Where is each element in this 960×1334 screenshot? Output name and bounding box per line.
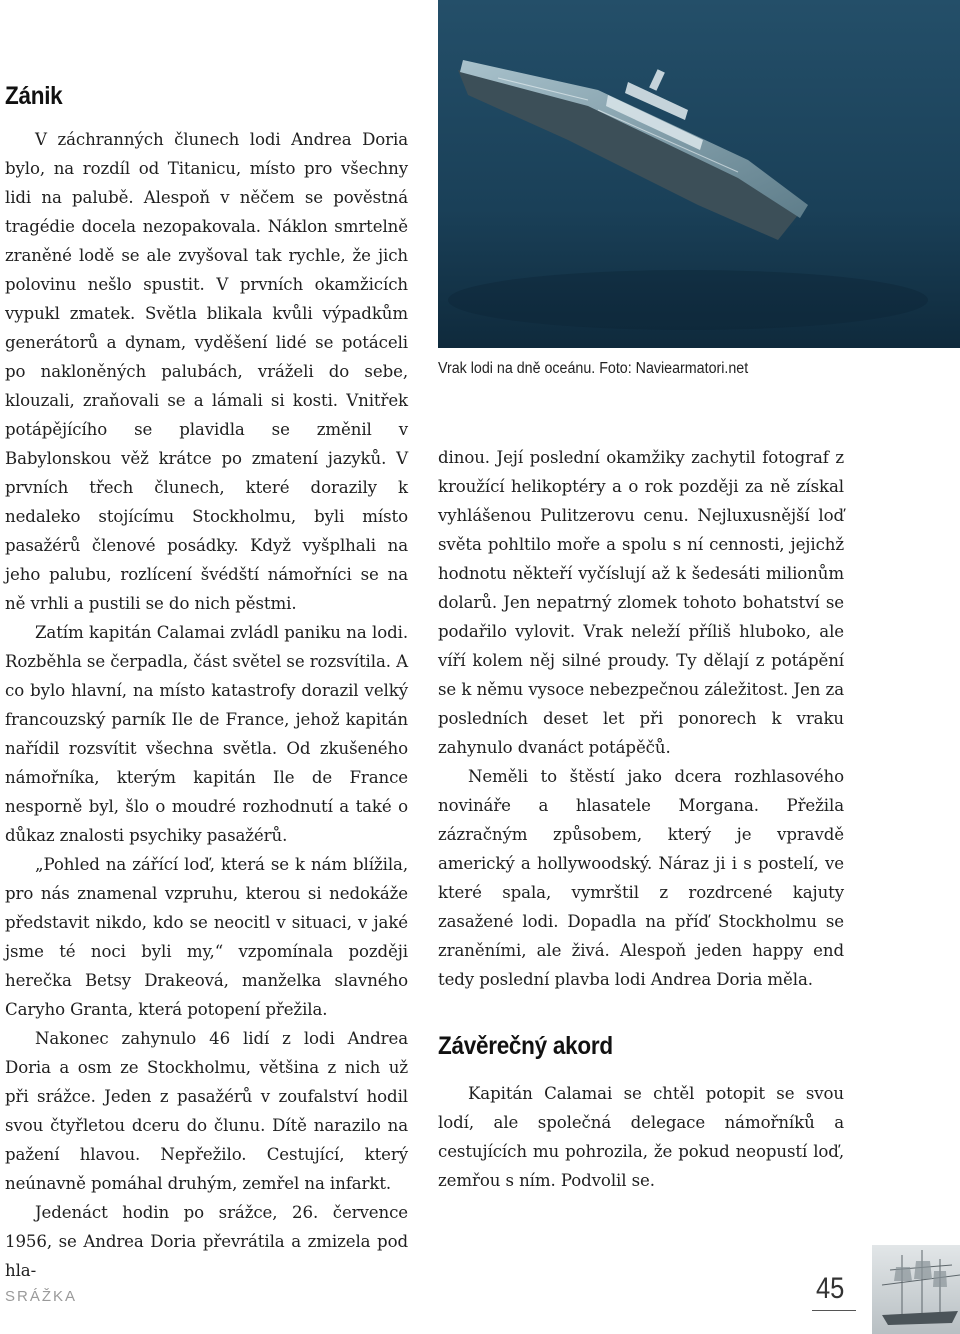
page-number: 45 — [816, 1272, 845, 1305]
running-footer-section: SRÁŽKA — [5, 1288, 78, 1305]
article-paragraph: Kapitán Calamai se chtěl potopit se svou lodí, ale společná delegace námořníků a cestujících mu pohrozila, že pokud neopustí loď, zemřou s ním. Podvolil se. — [438, 1084, 844, 1190]
page-number-rule — [812, 1310, 856, 1311]
sailing-ship-icon — [872, 1245, 960, 1334]
section-heading-zanik: Zánik — [5, 82, 63, 110]
article-paragraph: Neměli to štěstí jako dcera rozhlasového novináře a hlasatele Morgana. Přežila zázračným způsobem, který je vpravdě americký a hollywoodský. Náraz ji i s postelí, ve které spala, vymrštil z rozdrcené kajuty zasažené lodi. Dopadla na příď Stockholmu se zraněními, ale živá. Alespoň jeden happy end tedy poslední plavba lodi Andrea Doria měla. — [438, 767, 844, 989]
shipwreck-photo — [438, 0, 960, 348]
article-paragraph: Nakonec zahynulo 46 lidí z lodi Andrea Doria a osm ze Stockholmu, většina z nich už při srážce. Jeden z pasažérů v zoufalství hodil svou čtyřletou dceru do člunu. Dítě narazilo na pažení hlavou. Nepřežilo. Cestující, který neúnavně pomáhal druhým, zemřel na infarkt. — [5, 1029, 408, 1193]
footer-ship-thumbnail — [872, 1245, 960, 1334]
article-paragraph-continuation: dinou. Její poslední okamžiky zachytil fotograf z kroužící helikoptéry a o rok později za ně získal vyhlášenou Pulitzerovu cenu. Nejluxusnější loď světa pohltilo moře a spolu s ní cennosti, jejichž hodnotu někteří vyčíslují až k šedesáti milionům dolarů. Jen nepatrný zlomek tohoto bohatství se podařilo vylovit. Vrak neleží příliš hluboko, ale víří kolem něj silné proudy. Ty dělají z potápění se k němu vysoce nebezpečnou záležitost. Jen za posledních deset let při ponorech k vraku zahynulo dvanáct potápěčů. — [438, 448, 844, 757]
article-paragraph: Zatím kapitán Calamai zvládl paniku na lodi. Rozběhla se čerpadla, část světel se rozsvítila. A co bylo hlavní, na místo katastrofy dorazil velký francouzský parník Ile de France, jehož kapitán nařídil rozsvítit všechna světla. Od zkušeného námořníka, kterým kapitán Ile de France nesporně byl, šlo o moudré rozhodnutí a také o důkaz znalosti psychiky pasažérů. — [5, 623, 408, 845]
section-heading-zaverecny-akord: Závěrečný akord — [438, 1032, 613, 1060]
right-column — [438, 443, 844, 994]
photo-caption: Vrak lodi na dně oceánu. Foto: Naviearmatori.net — [438, 360, 749, 377]
article-paragraph: „Pohled na zářící loď, která se k nám blížila, pro nás znamenal vzpruhu, kterou si nedokáže představit nikdo, kdo se neocitl v situaci, v jaké jsme té noci byli my,“ vzpomínala později herečka Betsy Drakeová, manželka slavného Caryho Granta, která potopení přežila. — [5, 855, 408, 1019]
left-column — [5, 125, 408, 1285]
article-paragraph: Jedenáct hodin po srážce, 26. července 1956, se Andrea Doria převrátila a zmizela pod hla- — [5, 1203, 408, 1280]
right-column-final — [438, 1079, 844, 1195]
article-paragraph: V záchranných člunech lodi Andrea Doria bylo, na rozdíl od Titanicu, místo pro všechny lidi na palubě. Alespoň v něčem se pověstná tragédie docela nezopakovala. Náklon smrtelně zraněné lodě se ale zvyšoval tak rychle, že jich polovinu nešlo spustit. V prvních okamžicích vypukl zmatek. Světla blikala kvůli výpadkům generátorů a dynam, vyděšení lidé se potáceli po nakloněných palubách, vráželi do sebe, klouzali, zraňovali se a lámali si kosti. Vnitřek potápějícího se plavidla se změnil v Babylonskou věž krátce po zmatení jazyků. V prvních třech člunech, které dorazily k nedaleko stojícímu Stockholmu, byli místo pasažérů členové posádky. Když vyšplhali na jeho palubu, rozlícení švédští námořníci se na ně vrhli a pustili se do nich pěstmi. — [5, 130, 408, 613]
shipwreck-illustration — [438, 0, 960, 348]
